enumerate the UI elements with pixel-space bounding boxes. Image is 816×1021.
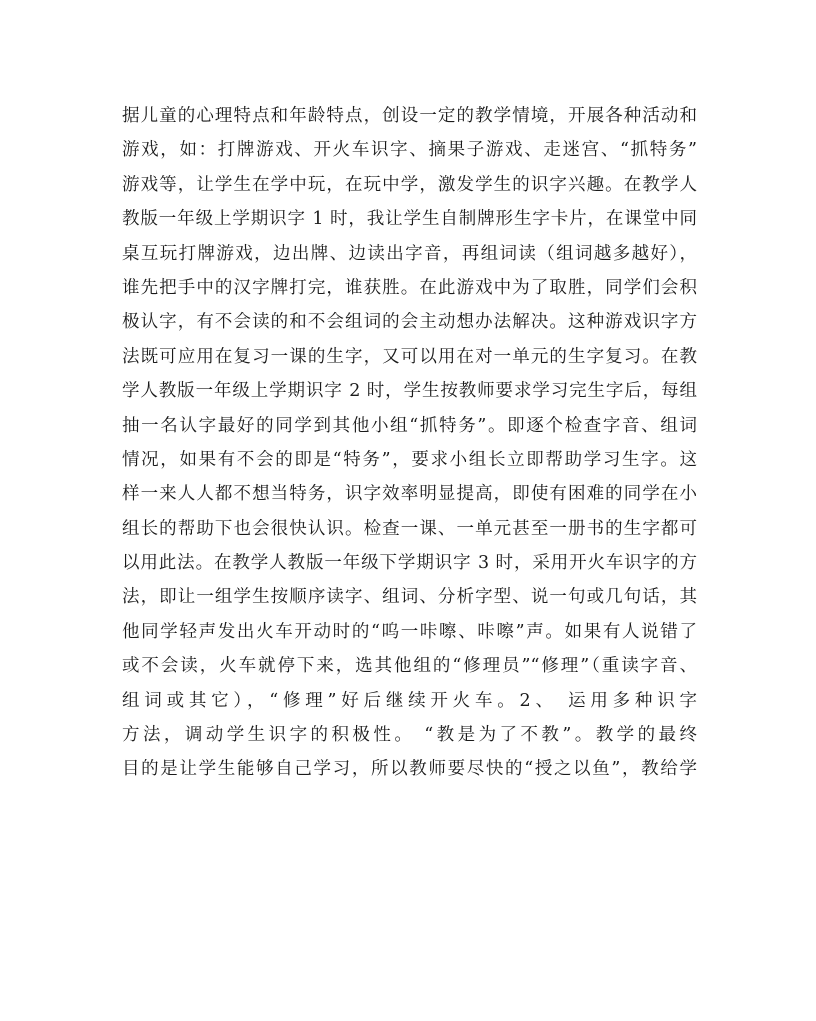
text-line: 教版一年级上学期识字 1 时，我让学生自制牌形生字卡片，在课堂中同 xyxy=(122,209,697,230)
text-line: 法既可应用在复习一课的生字，又可以用在对一单元的生字复习。在教 xyxy=(122,346,697,367)
text-line: 极认字，有不会读的和不会组词的会主动想办法解决。这种游戏识字方 xyxy=(122,312,697,333)
body-text xyxy=(122,99,697,787)
text-line: 情况，如果有不会的即是“特务”，要求小组长立即帮助学习生字。这 xyxy=(122,449,697,470)
text-line: 方法，调动学生识字的积极性。 “教是为了不教”。教学的最终 xyxy=(122,725,697,746)
text-line: 游戏等，让学生在学中玩，在玩中学，激发学生的识字兴趣。在教学人 xyxy=(122,174,697,195)
text-line: 他同学轻声发出火车开动时的“呜一咔嚓、咔嚓”声。如果有人说错了 xyxy=(122,621,697,642)
text-line: 目的是让学生能够自己学习，所以教师要尽快的“授之以鱼”，教给学 xyxy=(122,759,697,780)
text-line: 组词或其它），“修理”好后继续开火车。2、 运用多种识字 xyxy=(122,690,697,711)
text-line: 据儿童的心理特点和年龄特点，创设一定的教学情境，开展各种活动和 xyxy=(122,106,697,126)
text-line: 抽一名认字最好的同学到其他小组“抓特务”。即逐个检查字音、组词 xyxy=(122,415,697,436)
text-line: 谁先把手中的汉字牌打完，谁获胜。在此游戏中为了取胜，同学们会积 xyxy=(122,277,697,298)
text-line: 桌互玩打牌游戏，边出牌、边读出字音，再组词读（组词越多越好）， xyxy=(122,243,697,264)
text-line: 学人教版一年级上学期识字 2 时，学生按教师要求学习完生字后，每组 xyxy=(122,381,697,402)
text-line: 样一来人人都不想当特务，识字效率明显提高，即使有困难的同学在小 xyxy=(122,484,697,505)
text-line: 游戏，如：打牌游戏、开火车识字、摘果子游戏、走迷宫、“抓特务” xyxy=(122,140,697,161)
text-line: 法，即让一组学生按顺序读字、组词、分析字型、说一句或几句话，其 xyxy=(122,587,697,608)
text-line: 组长的帮助下也会很快认识。检查一课、一单元甚至一册书的生字都可 xyxy=(122,518,697,539)
text-line: 以用此法。在教学人教版一年级下学期识字 3 时，采用开火车识字的方 xyxy=(122,553,697,574)
text-line: 或不会读，火车就停下来，选其他组的“修理员”“修理”（重读字音、 xyxy=(122,656,697,677)
